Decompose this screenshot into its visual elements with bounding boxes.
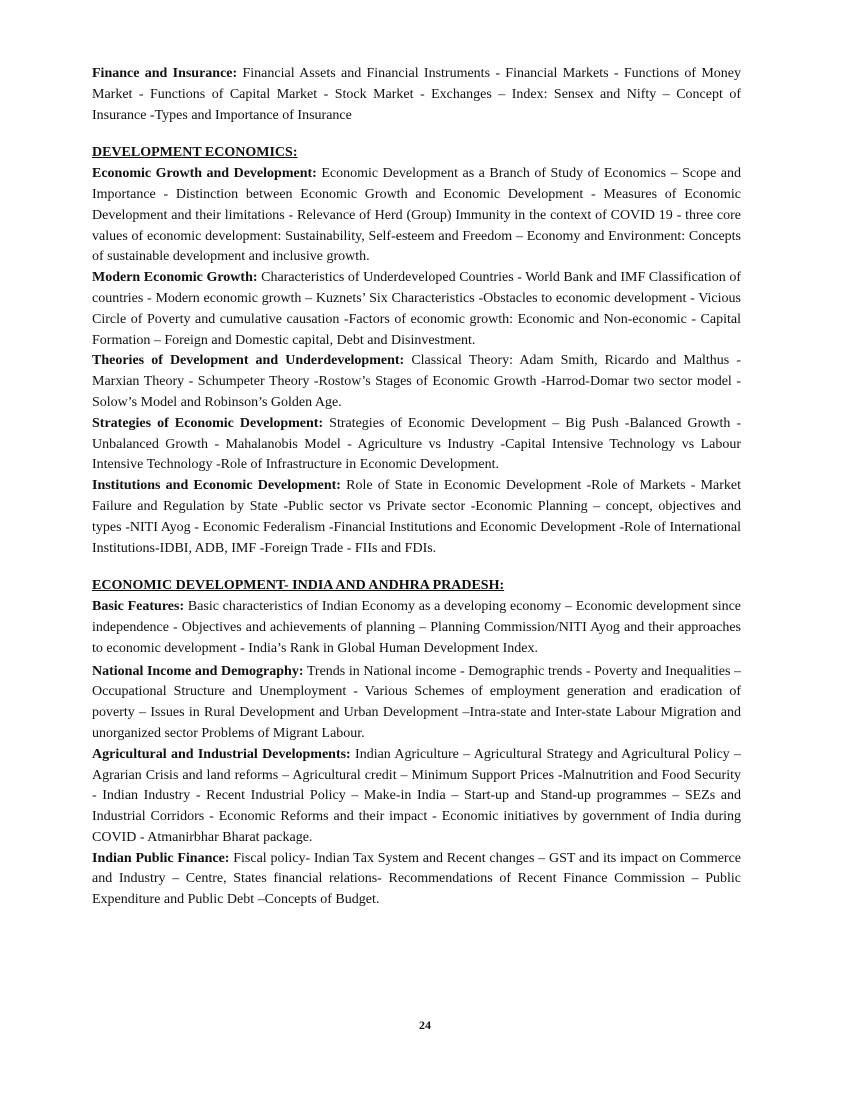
paragraph-text: Strategies of Economic Development – Big Push -Balanced Growth -Unbalanced Growth - Mahalanobis Model - Agriculture vs Industry -Capital Intensive Technology vs Labour Intensive Technology -Role of Infrastructure in Economic Development.: [92, 415, 742, 473]
finance-insurance-lead: Finance and Insurance:: [92, 66, 238, 81]
section-heading-india-andhra-pradesh: [92, 576, 741, 597]
finance-insurance-paragraph: [92, 64, 741, 126]
paragraph-lead: Strategies of Economic Development:: [92, 415, 324, 431]
paragraph-text: Indian Agriculture – Agricultural Strategy and Agricultural Policy – Agrarian Crisis and land reforms – Agricultural credit – Minimum Support Prices -Malnutrition and Food Security - Indian Industry - Recent Industrial Policy – Make-in India – Start-up and Stand-up programmes – SEZs and Industrial Corridors - Economic Reforms and their impact - Economic initiatives by government of India during COVID - Atmanirbhar Bharat package.: [92, 746, 741, 845]
paragraph-modern-economic-growth: [92, 268, 741, 351]
paragraph-basic-features: [92, 597, 741, 659]
section-heading-colon: :: [292, 145, 298, 161]
paragraph-lead: Institutions and Economic Development:: [92, 478, 341, 494]
paragraph-text: Classical Theory: Adam Smith, Ricardo and Malthus -Marxian Theory - Schumpeter Theory -Rostow’s Stages of Economic Growth -Harrod-Domar two sector model -Solow’s Model and Robinson’s Golden Age.: [92, 353, 742, 410]
paragraph-text: Economic Development as a Branch of Study of Economics – Scope and Importance - Distinction between Economic Growth and Economic Development - Measures of Economic Development and their limitations - Relevance of Herd (Group) Immunity in the context of COVID 19 - three core values of economic development: Sustainability, Self-esteem and Freedom – Economy and Environment: Concepts of sustainable development and inclusive growth.: [92, 166, 742, 265]
paragraph-text: Role of State in Economic Development -Role of Markets - Market Failure and Regulation by State -Public sector vs Private sector -Economic Planning – concept, objectives and types -NITI Ayog - Economic Federalism -Financial Institutions and Economic Development -Role of International Institutions-IDBI, ADB, IMF -Foreign Trade - FIIs and FDIs.: [92, 478, 741, 556]
paragraph-lead: Economic Growth and Development:: [92, 166, 317, 182]
section-heading-development-economics: [92, 143, 741, 164]
paragraph-lead: National Income and Demography:: [92, 663, 304, 679]
paragraph-public-finance: [92, 849, 741, 911]
paragraph-lead: Theories of Development and Underdevelopment:: [92, 353, 405, 369]
paragraph-agricultural-industrial: [92, 745, 741, 849]
paragraph-theories-of-development: [92, 351, 741, 413]
section-heading-text: DEVELOPMENT ECONOMICS: [92, 145, 293, 161]
paragraph-lead: Modern Economic Growth:: [92, 270, 258, 286]
finance-insurance-text: Financial Assets and Financial Instruments - Financial Markets - Functions of Money Market - Functions of Capital Market - Stock Market - Exchanges – Index: Sensex and Nifty – Concept of Insurance -Types and Importance of Insurance: [92, 66, 741, 123]
paragraph-lead: Basic Features:: [92, 599, 185, 615]
document-page: [92, 64, 741, 911]
paragraph-text: Characteristics of Underdeveloped Countries - World Bank and IMF Classification of countries - Modern economic growth – Kuznets’ Six Characteristics -Obstacles to economic development - Vicious Circle of Poverty and cumulative causation -Factors of economic growth: Economic and Non-economic - Capital Formation – Foreign and Domestic capital, Debt and Disinvestment.: [92, 270, 742, 348]
section-heading-text: ECONOMIC DEVELOPMENT- INDIA AND ANDHRA PRADESH: [92, 578, 500, 594]
paragraph-text: Fiscal policy- Indian Tax System and Recent changes – GST and its impact on Commerce and Industry – Centre, States financial relations- Recommendations of Recent Finance Commission – Public Expenditure and Public Debt –Concepts of Budget.: [92, 850, 742, 908]
paragraph-text: Trends in National income - Demographic trends - Poverty and Inequalities – Occupational Structure and Unemployment - Various Schemes of employment generation and eradication of poverty – Issues in Rural Development and Urban Development –Intra-state and Inter-state Labour Migration and unorganized sector Problems of Migrant Labour.: [92, 663, 742, 741]
paragraph-strategies: [92, 414, 741, 476]
paragraph-economic-growth: [92, 164, 741, 268]
paragraph-lead: Agricultural and Industrial Developments:: [92, 746, 351, 762]
page-number: 24: [419, 1018, 431, 1032]
section-heading-colon: :: [499, 578, 505, 594]
paragraph-lead: Indian Public Finance:: [92, 850, 230, 866]
paragraph-national-income: [92, 662, 741, 745]
paragraph-text: Basic characteristics of Indian Economy as a developing economy – Economic development since independence - Objectives and achievements of planning – Planning Commission/NITI Ayog and their approaches to economic development - India’s Rank in Global Human Development Index.: [92, 599, 742, 656]
paragraph-institutions: [92, 476, 741, 559]
